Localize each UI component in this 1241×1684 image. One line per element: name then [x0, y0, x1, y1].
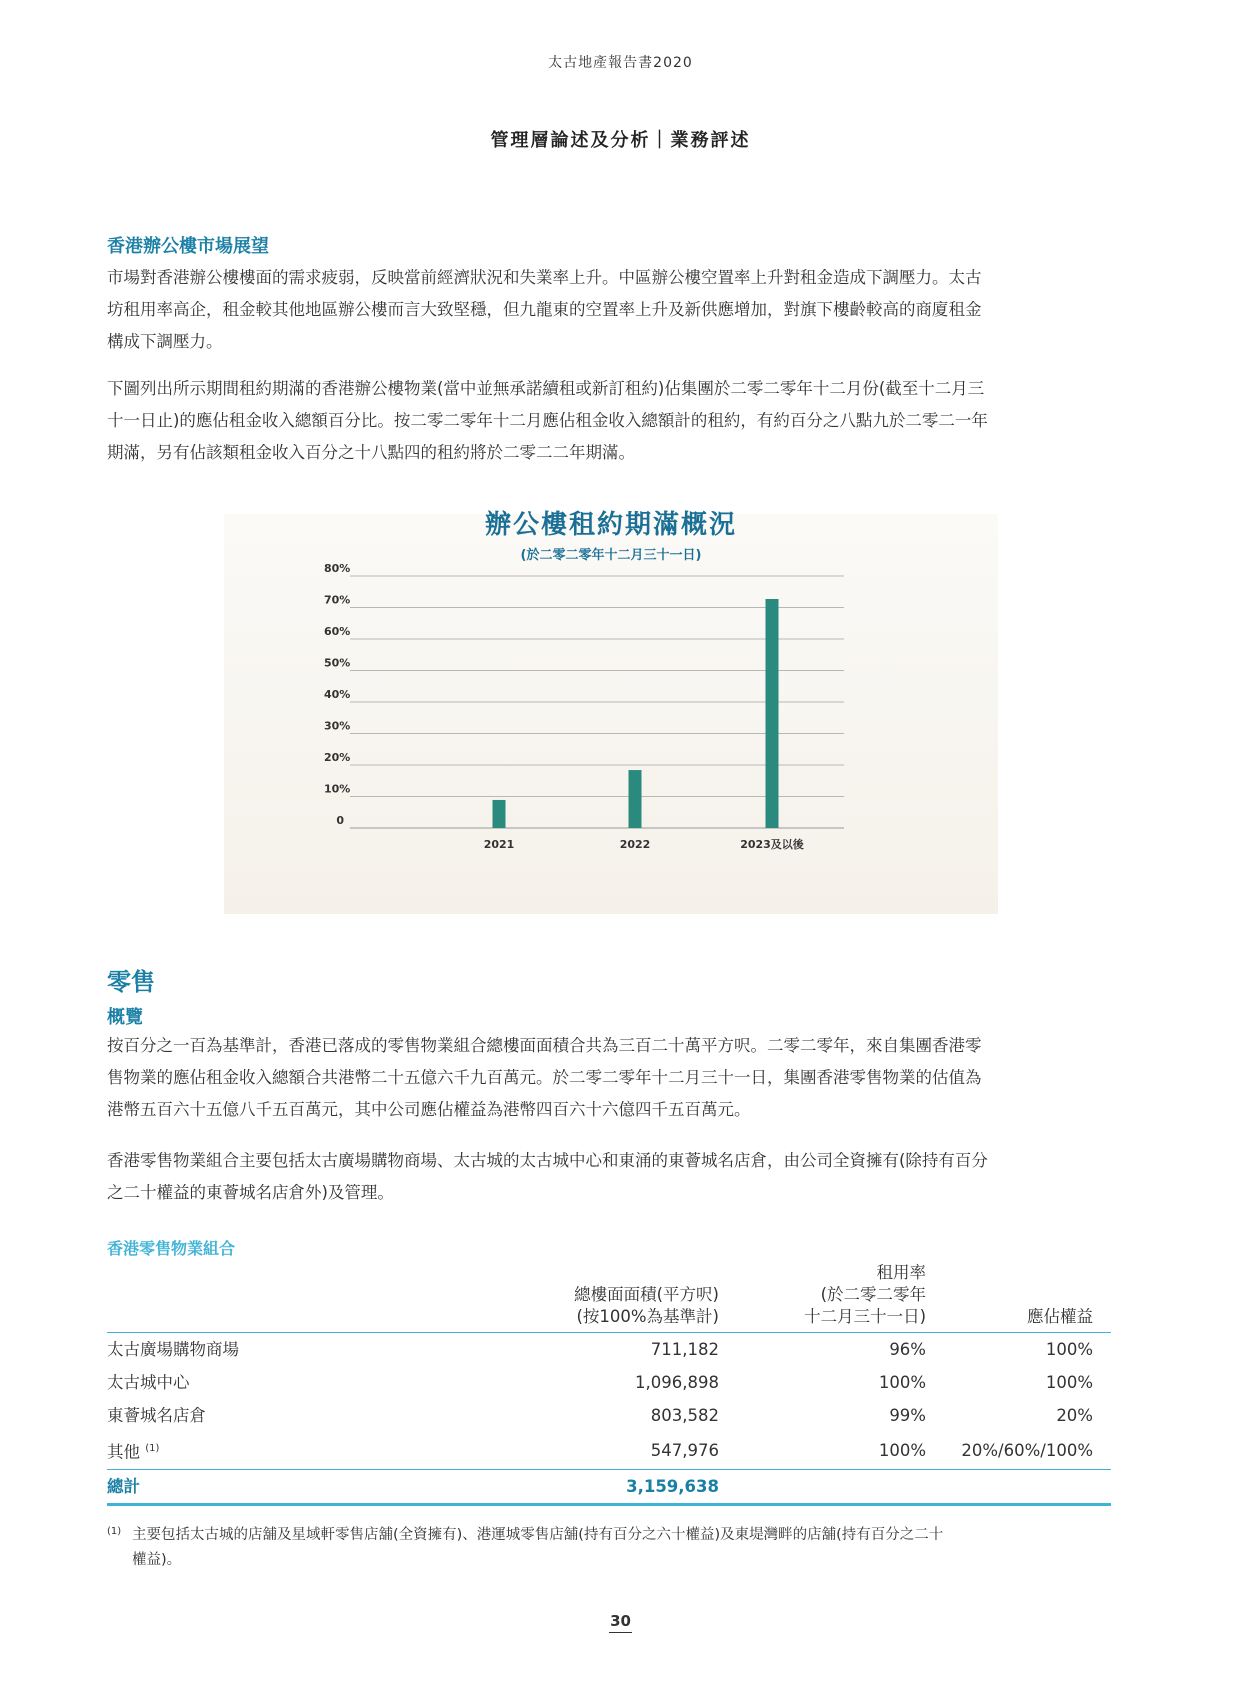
total-empty	[944, 1469, 1111, 1504]
paragraph-line: 售物業的應佔租金收入總額合共港幣二十五億六千九百萬元。於二零二零年十二月三十一日，集團香港零售物業的估值為	[107, 1068, 982, 1087]
row-name-text: 其他	[107, 1442, 140, 1462]
row-name: 太古城中心	[107, 1373, 190, 1392]
header-gfa-line: (按100%為基準計)	[576, 1307, 719, 1326]
footnote-mark: (1)	[107, 1526, 122, 1537]
header-name	[107, 1262, 407, 1333]
y-tick-label: 80%	[324, 562, 351, 575]
report-title: 太古地產報告書2020	[548, 55, 693, 71]
table-row	[107, 1333, 1111, 1367]
overview-heading: 概覽	[107, 1007, 143, 1028]
portfolio-heading: 香港零售物業組合	[107, 1239, 236, 1258]
paragraph-line: 坊租用率高企，租金較其他地區辦公樓而言大致堅穩，但九龍東的空置率上升及新供應增加，對旗下樓齡較高的商廈租金	[107, 300, 982, 319]
chart-bar	[493, 800, 506, 828]
x-tick-label: 2021	[483, 838, 515, 851]
y-tick-label: 70%	[324, 593, 351, 607]
row-interest: 100%	[1045, 1340, 1093, 1359]
chart-bars	[493, 599, 779, 828]
footnote-ref: (1)	[145, 1443, 160, 1454]
row-occupancy: 99%	[889, 1406, 926, 1425]
header-occupancy-line: 租用率	[876, 1263, 926, 1282]
section-title: 管理層論述及分析｜業務評述	[490, 130, 751, 151]
paragraph-line: 之二十權益的東薈城名店倉外)及管理。	[107, 1183, 394, 1202]
y-tick-label: 50%	[324, 656, 351, 670]
row-interest: 20%/60%/100%	[961, 1440, 1093, 1460]
row-occupancy: 96%	[889, 1340, 926, 1359]
y-tick-label: 0	[336, 814, 344, 827]
office-outlook-paragraph-2	[107, 373, 1137, 469]
row-gfa: 711,182	[650, 1340, 719, 1359]
row-gfa: 803,582	[650, 1406, 719, 1425]
row-name: 太古廣場購物商場	[107, 1340, 239, 1359]
row-gfa: 547,976	[650, 1440, 719, 1460]
table-row	[107, 1366, 1111, 1399]
header-occupancy-line: (於二零二零年	[820, 1285, 926, 1304]
retail-paragraph-2	[107, 1145, 1137, 1209]
office-outlook-paragraph-1	[107, 262, 1137, 358]
retail-portfolio-table	[107, 1262, 1111, 1506]
chart-bar	[629, 770, 642, 828]
y-tick-label: 30%	[324, 719, 351, 733]
y-tick-label: 20%	[324, 751, 351, 764]
retail-paragraph-1	[107, 1030, 1137, 1126]
page-number	[0, 1612, 1241, 1630]
paragraph-line: 期滿，另有佔該類租金收入百分之十八點四的租約將於二零二二年期滿。	[107, 443, 635, 462]
total-label: 總計	[107, 1469, 407, 1504]
row-occupancy: 100%	[878, 1440, 926, 1460]
table-total-row	[107, 1469, 1111, 1504]
table-header-row	[107, 1262, 1111, 1333]
y-tick-label: 60%	[324, 625, 351, 638]
footnote-text	[132, 1523, 1137, 1573]
paragraph-line: 十一日止)的應佔租金收入總額百分比。按二零二零年十二月應佔租金收入總額計的租約，有約百分之八點九於二零二一年	[107, 411, 988, 430]
y-tick-label: 40%	[324, 688, 351, 701]
paragraph-line: 市場對香港辦公樓樓面的需求疲弱，反映當前經濟狀況和失業率上升。中區辦公樓空置率上升對租金造成下調壓力。太古	[107, 268, 982, 287]
total-empty	[737, 1469, 944, 1504]
chart-title: 辦公樓租約期滿概況	[484, 510, 737, 540]
header-gfa-line: 總樓面面積(平方呎)	[574, 1285, 719, 1304]
table-row	[107, 1399, 1111, 1432]
total-gfa: 3,159,638	[407, 1469, 737, 1504]
chart-bar	[766, 599, 779, 828]
header-occupancy	[737, 1262, 944, 1333]
office-outlook-heading: 香港辦公樓市場展望	[107, 236, 269, 257]
table-row	[107, 1432, 1111, 1469]
paragraph-line: 構成下調壓力。	[107, 332, 223, 351]
paragraph-line: 港幣五百六十五億八千五百萬元，其中公司應佔權益為港幣四百六十六億四千五百萬元。	[107, 1100, 751, 1119]
row-interest: 100%	[1045, 1373, 1093, 1392]
header-gfa	[407, 1262, 737, 1333]
header-occupancy-line: 十二月三十一日)	[804, 1307, 926, 1326]
chart-y-ticks	[324, 562, 350, 827]
footnote-line: 權益)。	[132, 1552, 182, 1568]
chart-x-ticks	[484, 837, 805, 851]
chart-subtitle: (於二零二零年十二月三十一日)	[520, 548, 702, 563]
footnote	[107, 1523, 1137, 1573]
row-name: 東薈城名店倉	[107, 1406, 206, 1425]
retail-heading: 零售	[107, 968, 155, 996]
row-gfa: 1,096,898	[635, 1373, 719, 1392]
row-occupancy: 100%	[878, 1373, 926, 1392]
paragraph-line: 香港零售物業組合主要包括太古廣場購物商場、太古城的太古城中心和東涌的東薈城名店倉，由公司全資擁有(除持有百分	[107, 1151, 988, 1170]
paragraph-line: 下圖列出所示期間租約期滿的香港辦公樓物業(當中並無承諾續租或新訂租約)佔集團於二零二零年十二月份(截至十二月三	[107, 379, 985, 398]
paragraph-line: 按百分之一百為基準計，香港已落成的零售物業組合總樓面面積合共為三百二十萬平方呎。二零二零年，來自集團香港零	[107, 1036, 982, 1055]
row-name	[107, 1432, 407, 1469]
x-tick-label: 2023及以後	[740, 838, 804, 851]
y-tick-label: 10%	[324, 782, 351, 796]
header-interest: 應佔權益	[944, 1262, 1111, 1333]
row-interest: 20%	[1056, 1406, 1093, 1425]
x-tick-label: 2022	[619, 838, 651, 851]
footnote-line: 主要包括太古城的店舖及星域軒零售店舖(全資擁有)、港運城零售店舖(持有百分之六十權益)及東堤灣畔的店舖(持有百分之二十	[132, 1527, 944, 1543]
page-number-text: 30	[609, 1612, 632, 1633]
lease-expiry-chart	[224, 514, 998, 914]
